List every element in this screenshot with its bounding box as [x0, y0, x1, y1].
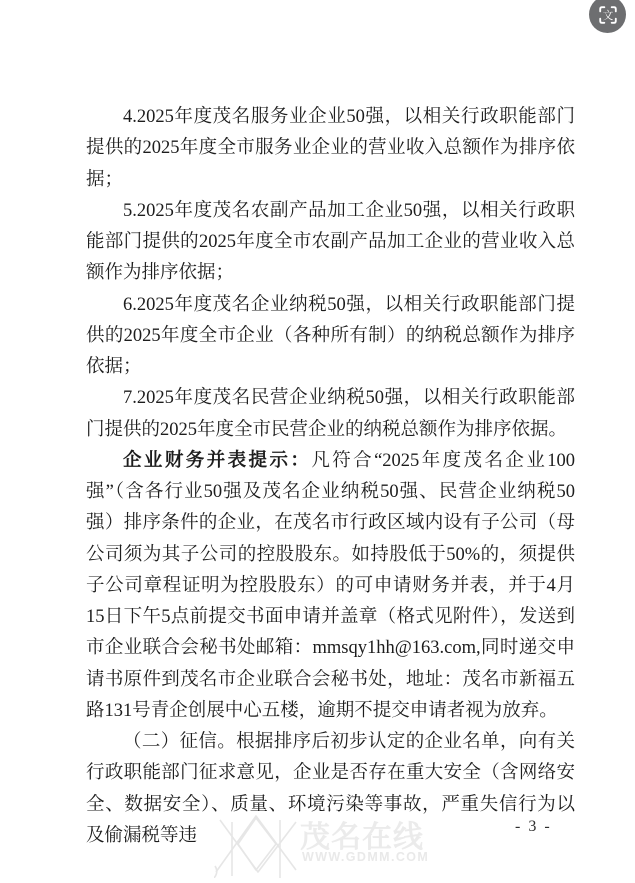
paragraph: 4.2025年度茂名服务业企业50强，以相关行政职能部门提供的2025年度全市服务业企业的营业收入总额作为排序依据； — [86, 107, 575, 190]
document-body — [86, 102, 575, 852]
paragraph: 5.2025年度茂名农副产品加工企业50强，以相关行政职能部门提供的2025年度全市农副产品加工企业的营业收入总额作为排序依据； — [86, 200, 575, 284]
watermark-brand-text: 茂名在线 — [300, 821, 424, 854]
paragraph: 7.2025年度茂名民营企业纳税50强，以相关行政职能部门提供的2025年度全市民营企业的纳税总额作为排序依据。 — [86, 388, 575, 440]
translate-button[interactable] — [589, 0, 626, 33]
paragraph: 企业财务并表提示：凡符合“2025年度茂名企业100强”（含各行业50强及茂名企业纳税50强、民营企业纳税50强）排序条件的企业，在茂名市行政区域内设有子公司（母公司须为其子公司的控股股东。如持股低于50%的，须提供子公司章程证明为控股股东）的可申请财务并表，并于4月15日下午5点前提交书面申请并盖章（格式见附件），发送到市企业联合会秘书处邮箱：mmsqy1hh@163.com,同时递交申请书原件到茂名市企业联合会秘书处，地址：茂名市新福五路131号青企创展中心五楼，逾期不提交申请者视为放弃。 — [86, 450, 575, 721]
svg-text:文: 文 — [602, 9, 613, 22]
paragraph-bold-lead: 企业财务并表提示： — [123, 450, 312, 471]
translate-scan-icon — [597, 4, 619, 26]
page-number: - 3 - — [515, 818, 552, 835]
paragraph: 6.2025年度茂名企业纳税50强，以相关行政职能部门提供的2025年度全市企业（各种所有制）的纳税总额作为排序依据； — [86, 294, 575, 377]
watermark-url-text: WWW.GDMM.COM — [302, 850, 430, 864]
paragraph: （二）征信。根据排序后初步认定的企业名单，向有关行政职能部门征求意见，企业是否存在重大安全（含网络安全、数据安全）、质量、环境污染等事故，严重失信行为以及偷漏税等违 — [86, 732, 575, 846]
